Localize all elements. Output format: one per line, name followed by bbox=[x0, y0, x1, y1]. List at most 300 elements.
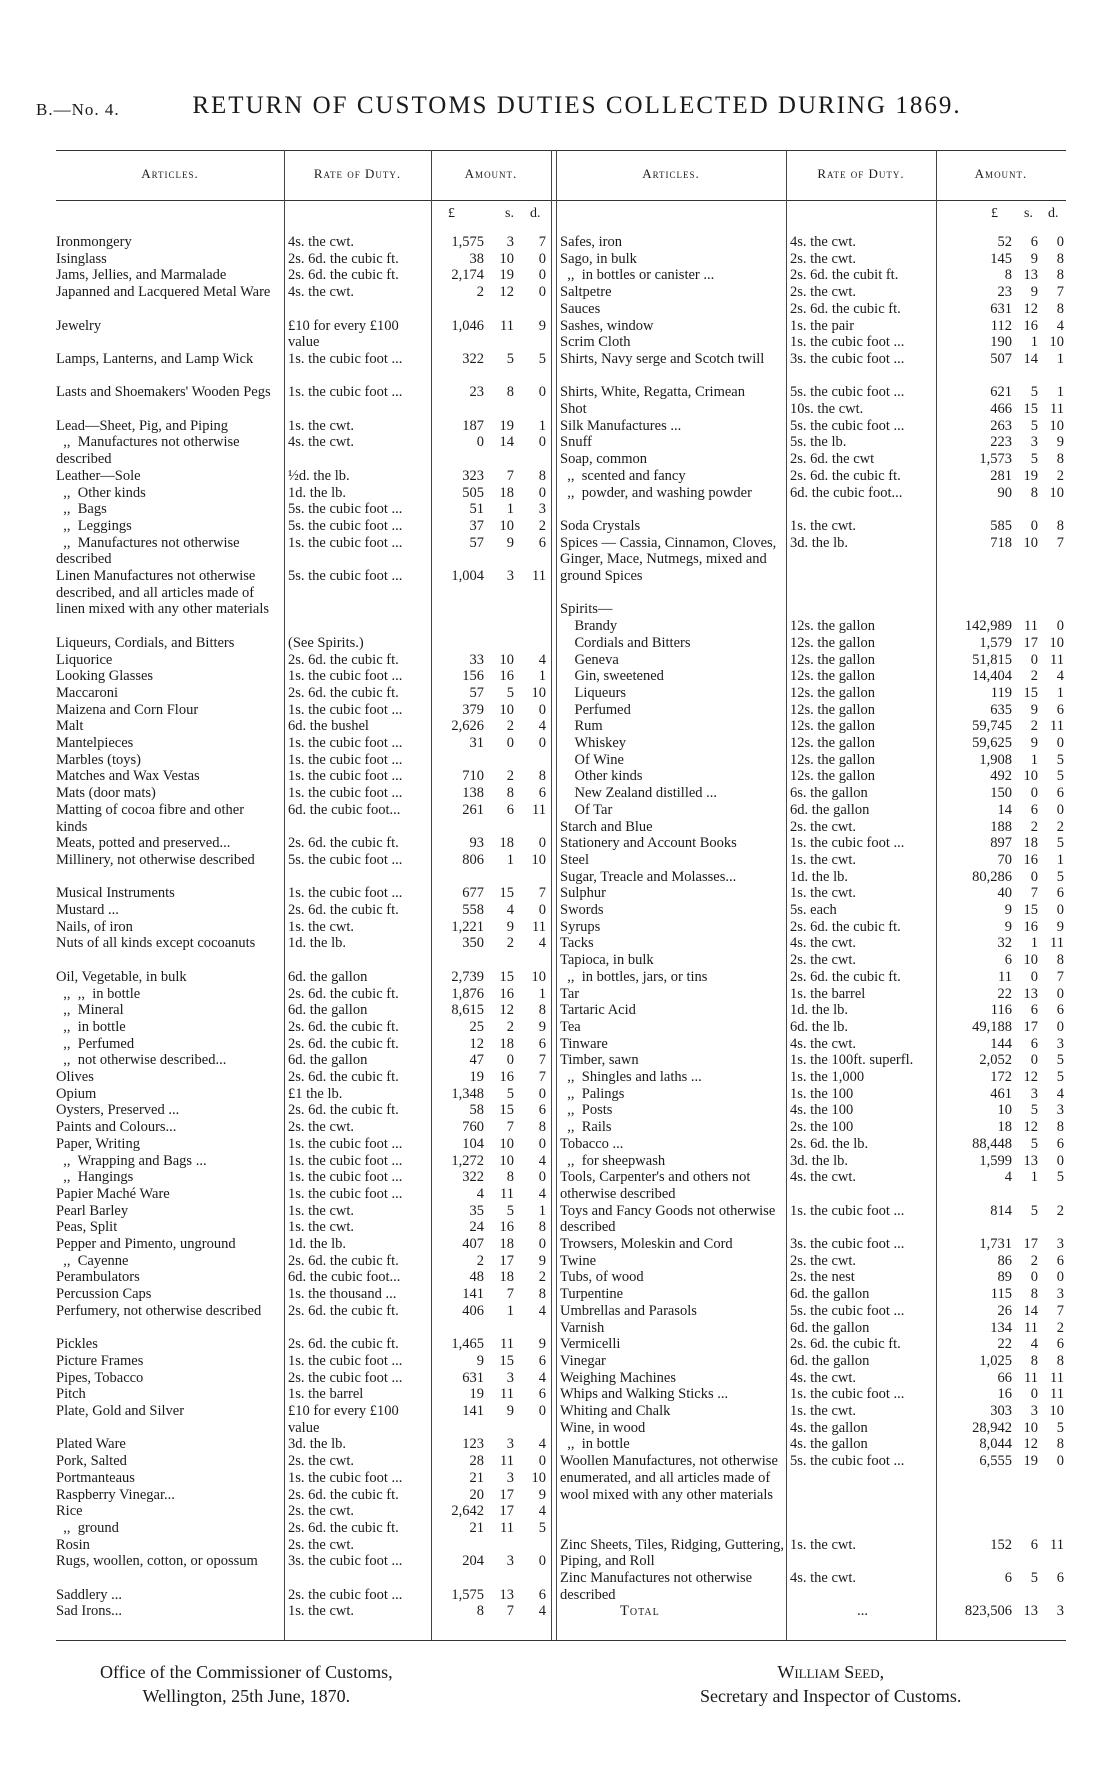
amount-pence: 5 bbox=[1056, 1052, 1064, 1069]
amount-pounds: 23 bbox=[469, 384, 484, 401]
amount-shillings: 11 bbox=[1024, 1369, 1038, 1386]
article-name: ,, Manufactures not otherwise described bbox=[56, 434, 244, 468]
amount-pence: 0 bbox=[538, 1403, 546, 1419]
amount-pounds: 1,004 bbox=[451, 568, 484, 584]
article-name: Syrups bbox=[560, 918, 601, 935]
amount-pounds: 49,188 bbox=[972, 1018, 1012, 1035]
duty-rate: 3d. the lb. bbox=[790, 1152, 848, 1169]
article-name: Perambulators bbox=[56, 1269, 140, 1286]
duty-rate: 1s. the cubic foot ... bbox=[288, 1185, 403, 1202]
amount-pence: 0 bbox=[538, 434, 546, 451]
duty-rate: 12s. the gallon bbox=[790, 718, 875, 735]
amount-pence: 4 bbox=[538, 651, 546, 668]
amount-shillings: 2 bbox=[506, 935, 514, 952]
article-name: Pipes, Tobacco bbox=[56, 1369, 144, 1386]
amount-pounds: 281 bbox=[990, 467, 1012, 484]
article-name: Tapioca, in bulk bbox=[560, 952, 654, 969]
total-label: Total bbox=[620, 1603, 660, 1620]
article-name: Portmanteaus bbox=[56, 1469, 135, 1486]
duty-rate: 2s. the 100 bbox=[790, 1119, 854, 1136]
duty-rate: 2s. 6d. the cubic ft. bbox=[288, 902, 399, 918]
amount-pence: 8 bbox=[1056, 300, 1064, 317]
amount-shillings: 10 bbox=[1023, 768, 1038, 785]
amount-shillings: 16 bbox=[499, 1219, 514, 1236]
article-name: ,, Wrapping and Bags ... bbox=[56, 1152, 207, 1169]
duty-rate: £10 for every £100 value bbox=[288, 1403, 399, 1436]
amount-shillings: 7 bbox=[506, 1119, 514, 1136]
amount-pounds: 492 bbox=[990, 768, 1012, 785]
duty-rate: 1d. the lb. bbox=[288, 935, 346, 952]
amount-shillings: 3 bbox=[506, 1469, 514, 1486]
duty-rate: 1s. the barrel bbox=[790, 985, 866, 1002]
amount-pounds: 1,348 bbox=[451, 1085, 484, 1102]
amount-pence: 9 bbox=[538, 1018, 546, 1035]
duty-rate: 2s. 6d. the lb. bbox=[790, 1135, 869, 1152]
article-name: Rum bbox=[560, 718, 603, 735]
duty-rate: 1s. the cwt. bbox=[288, 1202, 355, 1219]
duty-rate: 2s. 6d. the cubic ft. bbox=[790, 300, 901, 317]
amount-pounds: 22 bbox=[997, 985, 1012, 1002]
duty-rate: 2s. the cwt. bbox=[790, 250, 857, 267]
amount-pounds: 760 bbox=[462, 1119, 484, 1136]
amount-shillings: 16 bbox=[1023, 918, 1038, 935]
date-line: Wellington, 25th June, 1870. bbox=[142, 1686, 351, 1706]
amount-pence: 0 bbox=[1056, 618, 1064, 635]
article-name: Rosin bbox=[56, 1536, 90, 1553]
amount-shillings: 5 bbox=[1030, 1570, 1038, 1586]
amount-pounds: 86 bbox=[997, 1252, 1012, 1269]
document-reference: B.—No. 4. bbox=[36, 100, 120, 119]
duty-rate: 1s. the cubic foot ... bbox=[288, 534, 403, 551]
amount-pounds: 188 bbox=[990, 818, 1012, 835]
amount-pounds: 16 bbox=[997, 1386, 1012, 1403]
amount-pounds: 59,625 bbox=[972, 735, 1012, 751]
amount-pounds: 2,739 bbox=[451, 968, 484, 985]
duty-rate: 1s. the cubic foot ... bbox=[288, 785, 403, 802]
amount-pence: 0 bbox=[538, 484, 546, 501]
article-name: Oysters, Preserved ... bbox=[56, 1102, 180, 1119]
amount-pounds: 806 bbox=[462, 851, 484, 868]
amount-shillings: 3 bbox=[506, 1436, 514, 1453]
amount-pounds: 33 bbox=[469, 651, 484, 668]
amount-pence: 2 bbox=[538, 1269, 546, 1286]
duty-rate: 4s. the cwt. bbox=[790, 234, 857, 250]
amount-pounds: 57 bbox=[469, 534, 484, 551]
amount-shillings: 10 bbox=[499, 701, 514, 718]
amount-pence: 9 bbox=[1056, 918, 1064, 935]
amount-shillings: 1 bbox=[1030, 751, 1038, 768]
pence-unit: d. bbox=[530, 206, 541, 221]
amount-pence: 8 bbox=[538, 768, 546, 785]
duty-rate: 1s. the cwt. bbox=[288, 1219, 355, 1236]
amount-shillings: 2 bbox=[1030, 1252, 1038, 1269]
signatory-title: Secretary and Inspector of Customs. bbox=[700, 1686, 962, 1706]
article-name: Shirts, White, Regatta, Crimean bbox=[560, 384, 745, 401]
amount-shillings: 3 bbox=[1030, 1085, 1038, 1102]
duty-rate: 4s. the gallon bbox=[790, 1436, 868, 1453]
amount-pounds: 6,555 bbox=[979, 1453, 1012, 1470]
article-name: Maccaroni bbox=[56, 684, 118, 701]
duty-rate: 2s. 6d. the cubic ft. bbox=[790, 918, 901, 935]
table-bottom-rule bbox=[56, 1640, 1066, 1641]
amount-pounds: 407 bbox=[462, 1236, 484, 1252]
amount-shillings: 12 bbox=[499, 284, 514, 301]
duty-rate: 3d. the lb. bbox=[288, 1436, 346, 1453]
amount-pence: 10 bbox=[1049, 1403, 1064, 1419]
amount-shillings: 0 bbox=[1030, 651, 1038, 668]
amount-pence: 8 bbox=[1056, 952, 1064, 969]
amount-shillings: 11 bbox=[500, 1336, 514, 1353]
article-name: Brandy bbox=[560, 618, 618, 635]
amount-pounds: 261 bbox=[462, 801, 484, 818]
amount-shillings: 2 bbox=[1030, 818, 1038, 835]
amount-pounds: 1,908 bbox=[979, 751, 1012, 768]
amount-pence: 1 bbox=[538, 985, 546, 1002]
amount-shillings: 4 bbox=[1030, 1336, 1038, 1353]
amount-shillings: 15 bbox=[499, 968, 514, 985]
amount-shillings: 10 bbox=[499, 1152, 514, 1169]
amount-pence: 5 bbox=[1056, 835, 1064, 852]
amount-pence: 4 bbox=[1056, 668, 1064, 685]
article-name: Zinc Manufactures not otherwise described bbox=[560, 1570, 756, 1603]
duty-rate: 1d. the lb. bbox=[790, 868, 848, 885]
amount-pounds: 631 bbox=[462, 1369, 484, 1386]
amount-shillings: 0 bbox=[506, 1052, 514, 1069]
amount-pounds: 1,876 bbox=[451, 985, 484, 1002]
amount-pence: 1 bbox=[1056, 384, 1064, 401]
amount-shillings: 5 bbox=[506, 350, 514, 367]
amount-pounds: 116 bbox=[990, 1002, 1012, 1019]
amount-pence: 4 bbox=[538, 718, 546, 735]
amount-shillings: 3 bbox=[1030, 1403, 1038, 1419]
amount-shillings: 16 bbox=[499, 985, 514, 1002]
amount-shillings: 5 bbox=[506, 1085, 514, 1102]
amount-shillings: 19 bbox=[499, 417, 514, 434]
table-top-rule bbox=[56, 150, 1066, 151]
amount-pence: 4 bbox=[538, 1436, 546, 1453]
articles-header: Articles. bbox=[642, 166, 700, 181]
amount-shillings: 15 bbox=[1023, 684, 1038, 701]
amount-pounds: 2,642 bbox=[451, 1503, 484, 1520]
duty-rate: 10s. the cwt. bbox=[790, 401, 864, 417]
amount-pence: 10 bbox=[1049, 334, 1064, 351]
duty-rate: 1s. the cwt. bbox=[790, 885, 857, 902]
article-name: ,, Bags bbox=[56, 501, 107, 518]
amount-shillings: 0 bbox=[1030, 868, 1038, 885]
article-name: ,, Manufactures not otherwise described bbox=[56, 534, 244, 568]
amount-pounds: 59,745 bbox=[972, 718, 1012, 735]
amount-pounds: 1,573 bbox=[979, 451, 1012, 468]
article-name: ,, Mineral bbox=[56, 1002, 124, 1019]
article-name: Raspberry Vinegar... bbox=[56, 1486, 175, 1503]
amount-pence: 0 bbox=[1056, 1152, 1064, 1169]
amount-pence: 6 bbox=[538, 1352, 546, 1369]
amount-pence: 8 bbox=[538, 1219, 546, 1236]
duty-rate: 4s. the cwt. bbox=[288, 434, 355, 451]
article-name: Steel bbox=[560, 851, 589, 868]
article-name: Timber, sawn bbox=[560, 1052, 639, 1069]
amount-pounds: 22 bbox=[997, 1336, 1012, 1353]
amount-pence: 8 bbox=[1056, 250, 1064, 267]
duty-rate: 1d. the lb. bbox=[790, 1002, 848, 1019]
duty-rate: 1s. the 100 bbox=[790, 1085, 854, 1102]
amount-pounds: 141 bbox=[462, 1403, 484, 1419]
amount-shillings: 11 bbox=[500, 1519, 514, 1536]
article-name: Gin, sweetened bbox=[560, 668, 664, 685]
amount-pence: 6 bbox=[538, 1586, 546, 1603]
amount-shillings: 1 bbox=[1030, 1169, 1038, 1186]
amount-pounds: 718 bbox=[990, 534, 1012, 551]
article-name: Tubs, of wood bbox=[560, 1269, 644, 1286]
amount-pounds: 150 bbox=[990, 785, 1012, 802]
duty-rate: 5s. the cubic foot ... bbox=[790, 1302, 905, 1319]
article-name: Liquorice bbox=[56, 651, 113, 668]
duty-rate: 5s. the lb. bbox=[790, 434, 847, 451]
article-name: Mantelpieces bbox=[56, 735, 134, 751]
amount-pounds: 57 bbox=[469, 684, 484, 701]
duty-rate: 2s. the cubic foot ... bbox=[288, 1586, 403, 1603]
amount-pounds: 350 bbox=[462, 935, 484, 952]
amount-shillings: 2 bbox=[506, 1018, 514, 1035]
signatory-name: William Seed, bbox=[777, 1662, 885, 1682]
article-name: Saddlery ... bbox=[56, 1586, 123, 1603]
duty-rate: 4s. the cwt. bbox=[288, 234, 355, 250]
amount-pounds: 710 bbox=[462, 768, 484, 785]
shillings-unit: s. bbox=[1024, 206, 1033, 221]
duty-rate: 12s. the gallon bbox=[790, 634, 875, 651]
amount-pounds: 1,731 bbox=[979, 1236, 1012, 1252]
amount-pence: 4 bbox=[538, 1185, 546, 1202]
amount-pounds: 66 bbox=[997, 1369, 1012, 1386]
article-name: Lasts and Shoemakers' Wooden Pegs bbox=[56, 384, 271, 401]
amount-pounds: 303 bbox=[990, 1403, 1012, 1419]
article-name: Ironmongery bbox=[56, 234, 132, 250]
article-name: Mustard ... bbox=[56, 902, 119, 918]
article-name: Matches and Wax Vestas bbox=[56, 768, 200, 785]
amount-pounds: 9 bbox=[1004, 902, 1012, 918]
amount-shillings: 10 bbox=[499, 517, 514, 534]
article-name: Opium bbox=[56, 1085, 97, 1102]
article-name: Sashes, window bbox=[560, 317, 654, 334]
amount-shillings: 19 bbox=[1023, 467, 1038, 484]
amount-shillings: 13 bbox=[499, 1586, 514, 1603]
amount-pounds: 11 bbox=[998, 968, 1012, 985]
article-name: Zinc Sheets, Tiles, Ridging, Guttering, Piping, and Roll bbox=[560, 1536, 788, 1570]
duty-rate: 1d. the lb. bbox=[288, 484, 346, 501]
amount-pounds: 1,221 bbox=[451, 918, 484, 935]
amount-pounds: 263 bbox=[990, 417, 1012, 434]
amount-pounds: 156 bbox=[462, 668, 484, 685]
amount-pence: 1 bbox=[1056, 350, 1064, 367]
amount-shillings: 10 bbox=[499, 651, 514, 668]
column-divider bbox=[284, 150, 285, 1640]
amount-pence: 4 bbox=[1056, 1085, 1064, 1102]
amount-pounds: 14,404 bbox=[972, 668, 1012, 685]
duty-rate: 2s. 6d. the cubic ft. bbox=[288, 250, 399, 267]
article-name: ,, for sheepwash bbox=[560, 1152, 666, 1169]
article-name: ,, Perfumed bbox=[56, 1035, 135, 1052]
header-rule bbox=[56, 200, 1066, 201]
amount-shillings: 18 bbox=[499, 1035, 514, 1052]
amount-header: Amount. bbox=[974, 166, 1028, 181]
duty-rate: 2s. 6d. the cubic ft. bbox=[288, 1302, 399, 1319]
article-name: ,, in bottle bbox=[560, 1436, 630, 1453]
amount-pence: 8 bbox=[1056, 1436, 1064, 1453]
duty-rate: 6d. the gallon bbox=[288, 1002, 368, 1019]
duty-rate: 4s. the cwt. bbox=[790, 1169, 857, 1186]
duty-rate: 2s. the cwt. bbox=[288, 1453, 355, 1470]
amount-pence: 6 bbox=[1056, 701, 1064, 718]
amount-pence: 3 bbox=[538, 501, 546, 518]
amount-pence: 6 bbox=[1056, 1570, 1064, 1586]
amount-pence: 6 bbox=[1056, 1336, 1064, 1353]
article-name: Soap, common bbox=[560, 451, 647, 468]
amount-pence: 9 bbox=[538, 317, 546, 334]
amount-shillings: 3 bbox=[506, 1369, 514, 1386]
duty-rate: 5s. the cubic foot ... bbox=[790, 1453, 905, 1470]
article-name: ,, Palings bbox=[560, 1085, 625, 1102]
article-name: Saltpetre bbox=[560, 284, 612, 301]
amount-shillings: 12 bbox=[1023, 1436, 1038, 1453]
duty-rate: 1s. the cubic foot ... bbox=[288, 735, 403, 751]
amount-shillings: 8 bbox=[1030, 1286, 1038, 1303]
amount-pence: 6 bbox=[1056, 1135, 1064, 1152]
amount-shillings: 3 bbox=[506, 568, 514, 584]
amount-pounds: 1,272 bbox=[451, 1152, 484, 1169]
article-name: Wine, in wood bbox=[560, 1419, 646, 1436]
amount-pence: 1 bbox=[538, 417, 546, 434]
amount-shillings: 1 bbox=[1030, 935, 1038, 952]
duty-rate: 2s. the cwt. bbox=[790, 818, 857, 835]
amount-shillings: 18 bbox=[499, 1269, 514, 1286]
article-name: Toys and Fancy Goods not otherwise described bbox=[560, 1202, 779, 1236]
amount-pounds: 47 bbox=[469, 1052, 484, 1069]
amount-pence: 8 bbox=[1056, 267, 1064, 284]
amount-pounds: 52 bbox=[997, 234, 1012, 250]
article-name: Paper, Writing bbox=[56, 1135, 140, 1152]
duty-rate: 6d. the bushel bbox=[288, 718, 369, 735]
amount-pence: 0 bbox=[538, 250, 546, 267]
amount-shillings: 5 bbox=[1030, 1135, 1038, 1152]
column-divider bbox=[936, 150, 937, 1640]
duty-rate: 1d. the lb. bbox=[288, 1236, 346, 1252]
article-name: Liqueurs bbox=[560, 684, 627, 701]
amount-pence: 6 bbox=[538, 534, 546, 551]
amount-pence: 0 bbox=[538, 384, 546, 401]
amount-shillings: 13 bbox=[1023, 267, 1038, 284]
duty-rate: 1s. the 1,000 bbox=[790, 1069, 865, 1085]
amount-pounds: 90 bbox=[997, 484, 1012, 501]
amount-pence: 0 bbox=[538, 1453, 546, 1470]
amount-pence: 5 bbox=[1056, 868, 1064, 885]
article-name: Tea bbox=[560, 1018, 581, 1035]
office-line: Office of the Commissioner of Customs, bbox=[100, 1662, 393, 1682]
amount-shillings: 9 bbox=[1030, 735, 1038, 751]
amount-pence: 5 bbox=[1056, 768, 1064, 785]
amount-pence: 4 bbox=[1056, 317, 1064, 334]
amount-pence: 6 bbox=[538, 1102, 546, 1119]
duty-rate: 1s. the cubic foot ... bbox=[288, 1169, 403, 1186]
amount-pounds: 48 bbox=[469, 1269, 484, 1286]
amount-pence: 5 bbox=[538, 350, 546, 367]
amount-pounds: 19 bbox=[469, 1386, 484, 1403]
amount-shillings: 19 bbox=[499, 267, 514, 284]
amount-pence: 0 bbox=[538, 701, 546, 718]
amount-shillings: 11 bbox=[500, 317, 514, 334]
amount-pence: 0 bbox=[1056, 1018, 1064, 1035]
amount-shillings: 11 bbox=[1024, 1319, 1038, 1336]
amount-shillings: 2 bbox=[1030, 718, 1038, 735]
amount-shillings: 11 bbox=[1024, 618, 1038, 635]
duty-rate: 1s. the cwt. bbox=[288, 918, 355, 935]
amount-pounds: 505 bbox=[462, 484, 484, 501]
amount-pounds: 1,599 bbox=[979, 1152, 1012, 1169]
duty-rate: 3s. the cubic foot ... bbox=[790, 1236, 905, 1252]
amount-pounds: 6 bbox=[1004, 952, 1012, 969]
article-name: ,, ,, in bottle bbox=[56, 985, 141, 1002]
article-name: Plated Ware bbox=[56, 1436, 126, 1453]
article-name: Pearl Barley bbox=[56, 1202, 129, 1219]
duty-rate: 12s. the gallon bbox=[790, 651, 875, 668]
amount-shillings: 13 bbox=[1023, 1152, 1038, 1169]
amount-shillings: 5 bbox=[1030, 1202, 1038, 1219]
duty-rate: 4s. the cwt. bbox=[288, 284, 355, 301]
amount-pence: 2 bbox=[538, 517, 546, 534]
amount-pence: 11 bbox=[532, 918, 546, 935]
article-name: Pepper and Pimento, unground bbox=[56, 1236, 236, 1252]
amount-pence: 3 bbox=[1056, 1286, 1064, 1303]
amount-shillings: 9 bbox=[1030, 701, 1038, 718]
duty-rate: 2s. the cubic foot ... bbox=[288, 1369, 403, 1386]
duty-rate: 6d. the cubic foot... bbox=[288, 801, 401, 818]
amount-pounds: 677 bbox=[462, 885, 484, 902]
amount-shillings: 8 bbox=[1030, 484, 1038, 501]
amount-pounds: 631 bbox=[990, 300, 1012, 317]
article-name: Jewelry bbox=[56, 317, 102, 334]
amount-pounds: 461 bbox=[990, 1085, 1012, 1102]
amount-pence: 0 bbox=[1056, 1269, 1064, 1286]
amount-shillings: 16 bbox=[1023, 851, 1038, 868]
duty-rate: 1s. the cwt. bbox=[790, 1403, 857, 1419]
duty-rate: 2s. 6d. the cubic ft. bbox=[288, 651, 399, 668]
duty-rate: 2s. 6d. the cubic ft. bbox=[790, 1336, 901, 1353]
article-name: Perfumery, not otherwise described bbox=[56, 1302, 262, 1319]
amount-shillings: 11 bbox=[500, 1185, 514, 1202]
article-name: Weighing Machines bbox=[560, 1369, 677, 1386]
amount-pounds: 21 bbox=[469, 1519, 484, 1536]
amount-pounds: 379 bbox=[462, 701, 484, 718]
amount-shillings: 15 bbox=[1023, 902, 1038, 918]
amount-shillings: 8 bbox=[506, 384, 514, 401]
amount-header: Amount. bbox=[464, 166, 518, 181]
amount-pounds: 28 bbox=[469, 1453, 484, 1470]
article-name: Stationery and Account Books bbox=[560, 835, 737, 852]
amount-pence: 4 bbox=[538, 935, 546, 952]
duty-rate: 4s. the cwt. bbox=[790, 935, 857, 952]
amount-pence: 6 bbox=[1056, 1002, 1064, 1019]
amount-pounds: 93 bbox=[469, 835, 484, 852]
amount-shillings: 16 bbox=[499, 1069, 514, 1085]
amount-pence: 6 bbox=[538, 1386, 546, 1403]
article-name: Oil, Vegetable, in bulk bbox=[56, 968, 187, 985]
amount-pounds: 2,052 bbox=[979, 1052, 1012, 1069]
amount-pounds: 322 bbox=[462, 350, 484, 367]
article-name: Whips and Walking Sticks ... bbox=[560, 1386, 729, 1403]
article-name: Cordials and Bitters bbox=[560, 634, 691, 651]
article-name: Pork, Salted bbox=[56, 1453, 127, 1470]
amount-pence: 11 bbox=[1050, 935, 1064, 952]
article-name: Olives bbox=[56, 1069, 94, 1085]
